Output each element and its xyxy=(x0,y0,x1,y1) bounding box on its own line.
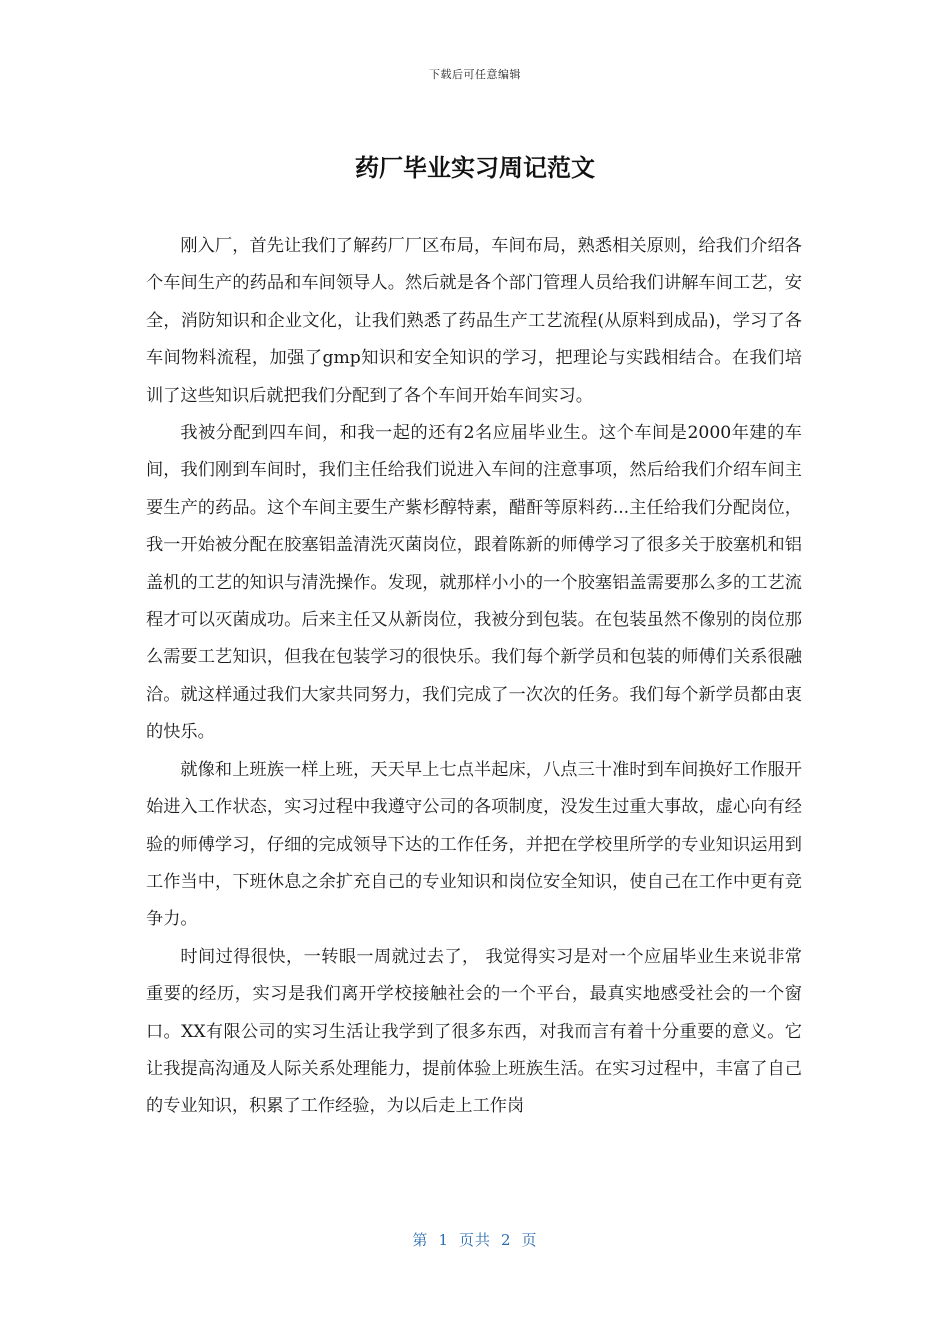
page-number-footer xyxy=(0,1229,950,1250)
page-word: 第 xyxy=(412,1231,429,1249)
paragraph: 时间过得很快，一转眼一周就过去了， 我觉得实习是对一个应届毕业生来说非常重要的经历，实习是我们离开学校接触社会的一个平台，最真实地感受社会的一个窗口。XX有限公司的实习生活让我学到了很多东西，对我而言有着十分重要的意义。它让我提高沟通及人际关系处理能力，提前体验上班族生活。在实习过程中，丰富了自己的专业知识，积累了工作经验，为以后走上工作岗 xyxy=(146,946,802,1117)
page-end: 页 xyxy=(521,1231,538,1249)
page-total: 2 xyxy=(501,1231,512,1249)
download-note: 下载后可任意编辑 xyxy=(429,68,521,81)
page-current: 1 xyxy=(438,1231,449,1249)
paragraph: 我被分配到四车间，和我一起的还有2名应届毕业生。这个车间是2000年建的车间，我们刚到车间时，我们主任给我们说进入车间的注意事项，然后给我们介绍车间主要生产的药品。这个车间主要生产紫杉醇特素，醋酐等原料药...主任给我们分配岗位，我一开始被分配在胶塞铝盖清洗灭菌岗位，跟着陈新的师傅学习了很多关于胶塞机和铝盖机的工艺的知识与清洗操作。发现，就那样小小的一个胶塞铝盖需要那么多的工艺流程才可以灭菌成功。后来主任又从新岗位，我被分到包装。在包装虽然不像别的岗位那么需要工艺知识，但我在包装学习的很快乐。我们每个新学员和包装的师傅们关系很融洽。就这样通过我们大家共同努力，我们完成了一次次的任务。我们每个新学员都由衷的快乐。 xyxy=(146,423,802,743)
document-body xyxy=(146,228,802,1126)
paragraph: 就像和上班族一样上班，天天早上七点半起床，八点三十准时到车间换好工作服开始进入工作状态，实习过程中我遵守公司的各项制度，没发生过重大事故，虚心向有经验的师傅学习，仔细的完成领导下达的工作任务，并把在学校里所学的专业知识运用到工作当中，下班休息之余扩充自己的专业知识和岗位安全知识，使自己在工作中更有竞争力。 xyxy=(146,759,802,930)
document-title: 药厂毕业实习周记范文 xyxy=(355,154,595,182)
page-mid: 页共 xyxy=(458,1231,491,1249)
paragraph: 刚入厂，首先让我们了解药厂厂区布局，车间布局，熟悉相关原则，给我们介绍各个车间生产的药品和车间领导人。然后就是各个部门管理人员给我们讲解车间工艺，安全，消防知识和企业文化，让我们熟悉了药品生产工艺流程(从原料到成品)，学习了各车间物料流程，加强了gmp知识和安全知识的学习，把理论与实践相结合。在我们培训了这些知识后就把我们分配到了各个车间开始车间实习。 xyxy=(146,236,802,406)
